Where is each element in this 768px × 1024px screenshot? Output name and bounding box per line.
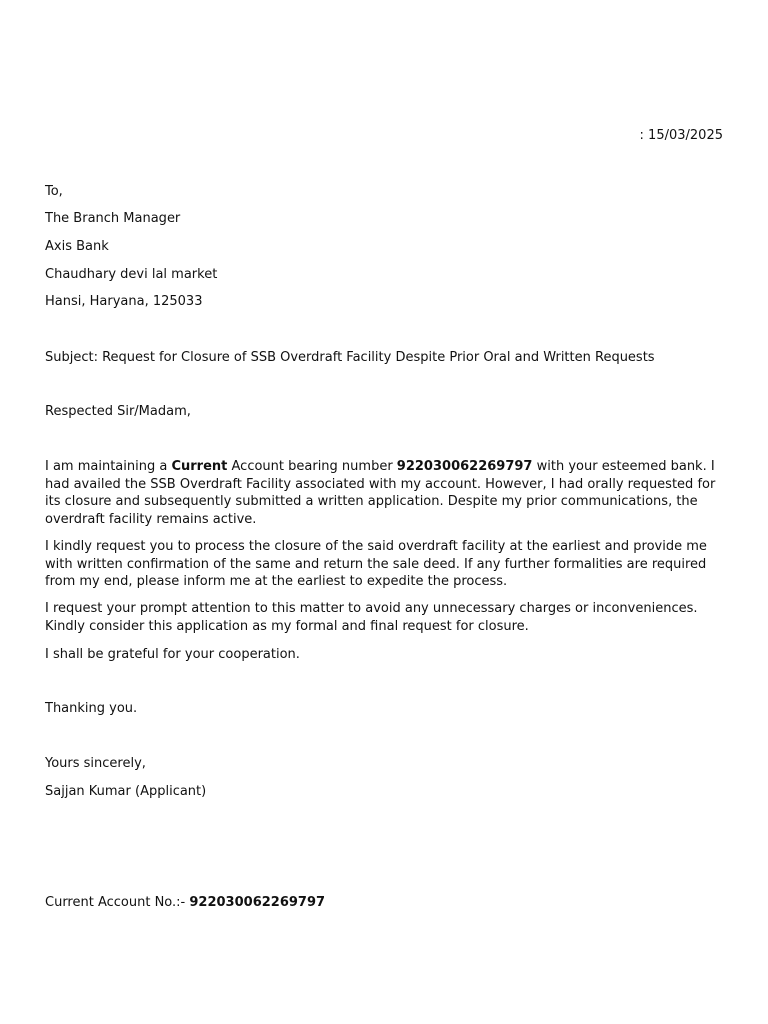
recipient-to: To,: [45, 184, 63, 199]
recipient-title: The Branch Manager: [45, 211, 181, 226]
footer-account-number: 922030062269797: [189, 895, 326, 910]
letter-date: : 15/03/2025: [639, 128, 723, 143]
body-paragraph-4: I shall be grateful for your cooperation.: [45, 647, 300, 662]
footer-account-label: Current Account No.:-: [45, 895, 190, 910]
recipient-bank: Axis Bank: [45, 239, 109, 254]
body-paragraph-3: I request your prompt attention to this matter to avoid any unnecessary charges or inconveniences. Kindly consider this application as my formal and final request for closure.: [45, 601, 698, 634]
salutation: Respected Sir/Madam,: [45, 404, 191, 419]
closing-line: Yours sincerely,: [45, 756, 146, 771]
letter-subject: Subject: Request for Closure of SSB Overdraft Facility Despite Prior Oral and Written Requests: [45, 350, 655, 365]
recipient-city: Hansi, Haryana, 125033: [45, 294, 203, 309]
body-paragraph-1: I am maintaining a Current Account bearing number 922030062269797 with your esteemed bank. I had availed the SSB Overdraft Facility associated with my account. However, I had orally requested for its closure and subsequently submitted a written application. Despite my prior communications, the overdraft facility remains active.: [45, 459, 716, 527]
account-number: 922030062269797: [396, 459, 533, 474]
footer-account: [45, 894, 325, 912]
body-paragraph-2: I kindly request you to process the closure of the said overdraft facility at the earliest and provide me with written confirmation of the same and return the sale deed. If any further formalities are required from my end, please inform me at the earliest to expedite the process.: [45, 539, 707, 589]
signature-name: Sajjan Kumar (Applicant): [45, 784, 207, 799]
account-type: Current: [171, 459, 228, 474]
thanking-line: Thanking you.: [45, 701, 138, 716]
recipient-street: Chaudhary devi lal market: [45, 267, 218, 282]
